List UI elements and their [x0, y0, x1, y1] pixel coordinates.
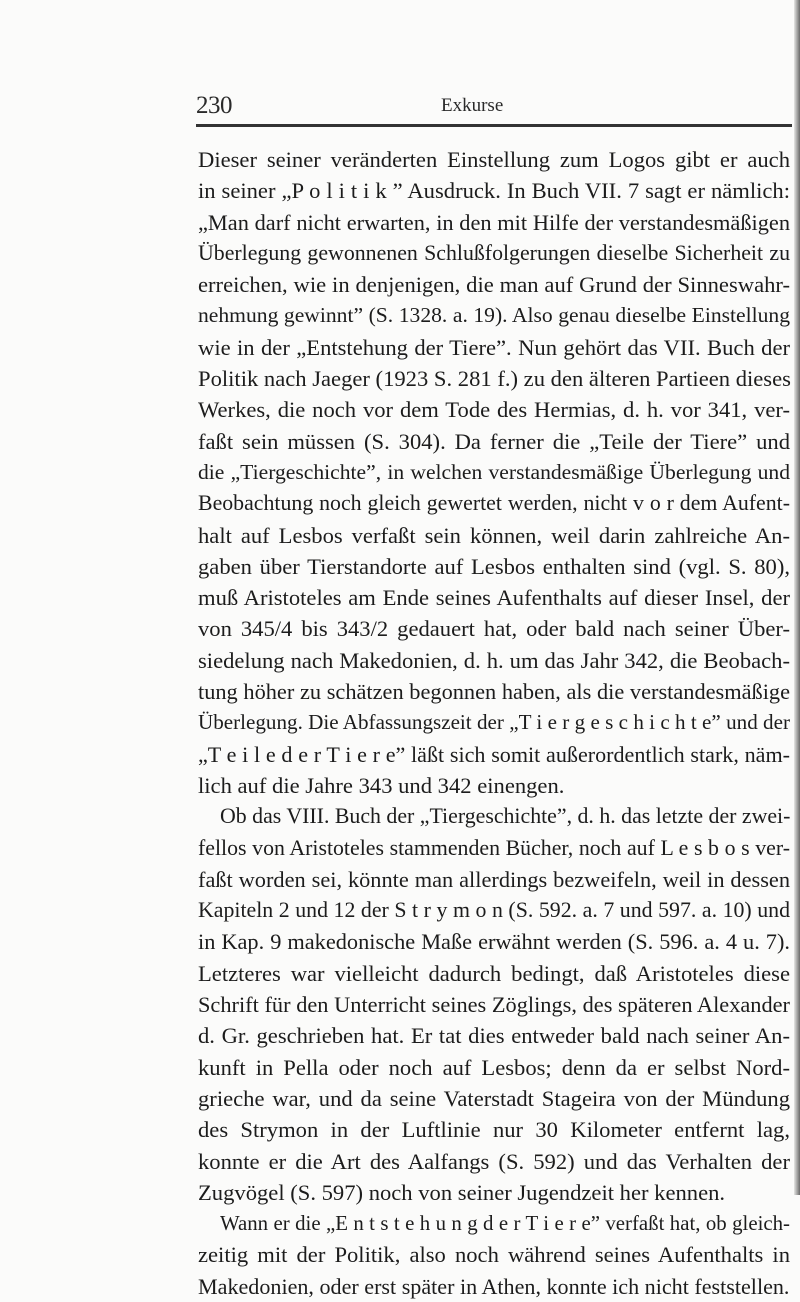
page-edge-shadow	[794, 0, 800, 1195]
text-line: Politik nach Jaeger (1923 S. 281 f.) zu den älteren Partieen dieses	[198, 366, 791, 392]
text-line: lich auf die Jahre 343 und 342 einengen.	[198, 772, 565, 798]
text-line: in Kap. 9 makedonische Maße erwähnt werden (S. 596. a. 4 u. 7).	[198, 929, 790, 955]
text-line: muß Aristoteles am Ende seines Aufenthalts auf dieser Insel, der	[198, 585, 790, 611]
page-header	[196, 92, 792, 122]
text-line: erreichen, wie in denjenigen, die man auf Grund der Sinneswahr-	[198, 272, 790, 298]
text-line: in seiner „P o l i t i k ” Ausdruck. In Buch VII. 7 sagt er nämlich:	[198, 178, 790, 204]
text-line: konnte er die Art des Aalfangs (S. 592) und das Verhalten der	[198, 1148, 790, 1174]
text-line: d. Gr. geschrieben hat. Er tat dies entweder bald nach seiner An-	[198, 1023, 790, 1049]
text-line: Wann er die „E n t s t e h u n g d e r T i e r e” verfaßt hat, ob gleich-	[220, 1211, 790, 1236]
text-line: siedelung nach Makedonien, d. h. um das Jahr 342, die Beobach-	[198, 647, 790, 673]
header-rule	[196, 124, 792, 127]
text-line: des Strymon in der Luftlinie nur 30 Kilometer entfernt lag,	[198, 1117, 790, 1143]
text-line: zeitig mit der Politik, also noch während seines Aufenthalts in	[198, 1242, 790, 1268]
text-line: Überlegung. Die Abfassungszeit der „T i e r g e s c h i c h t e” und der	[198, 710, 790, 735]
text-line: faßt sein müssen (S. 304). Da ferner die „Teile der Tiere” und	[198, 428, 790, 454]
running-title: Exkurse	[441, 95, 504, 116]
text-line: gaben über Tierstandorte auf Lesbos enthalten sind (vgl. S. 80),	[198, 553, 790, 579]
text-line: „T e i l e d e r T i e r e” läßt sich somit außerordentlich stark, näm-	[198, 741, 790, 767]
text-line: Ob das VIII. Buch der „Tiergeschichte”, d. h. das letzte der zwei-	[220, 804, 791, 829]
text-line: wie in der „Entstehung der Tiere”. Nun gehört das VII. Buch der	[198, 334, 790, 360]
text-line: Beobachtung noch gleich gewertet werden, nicht v o r dem Aufent-	[198, 491, 790, 516]
text-line: nehmung gewinnt” (S. 1328. a. 19). Also genau dieselbe Einstellung	[198, 303, 790, 328]
text-line: Überlegung gewonnenen Schlußfolgerungen dieselbe Sicherheit zu	[198, 240, 790, 265]
text-line: Letzteres war vielleicht dadurch bedingt, daß Aristoteles diese	[198, 960, 790, 986]
text-line: Schrift für den Unterricht seines Zöglings, des späteren Alexander	[198, 992, 790, 1018]
text-line: tung höher zu schätzen begonnen haben, als die verstandesmäßige	[198, 679, 790, 705]
text-line: kunft in Pella oder noch auf Lesbos; denn da er selbst Nord-	[198, 1054, 790, 1080]
text-line: Kapiteln 2 und 12 der S t r y m o n (S. 592. a. 7 und 597. a. 10) und	[198, 898, 790, 923]
text-line: Werkes, die noch vor dem Tode des Hermias, d. h. vor 341, ver-	[198, 397, 790, 423]
text-line: Zugvögel (S. 597) noch von seiner Jugendzeit her kennen.	[198, 1179, 726, 1205]
text-line: „Man darf nicht erwarten, in den mit Hilfe der verstandesmäßigen	[198, 209, 790, 235]
text-line: faßt worden sei, könnte man allerdings bezweifeln, weil in dessen	[198, 866, 790, 892]
text-line: Dieser seiner veränderten Einstellung zum Logos gibt er auch	[198, 147, 790, 172]
text-line: halt auf Lesbos verfaßt sein können, weil darin zahlreiche An-	[198, 522, 790, 548]
body-text	[198, 144, 790, 1302]
text-line: die „Tiergeschichte”, in welchen verstandesmäßige Überlegung und	[198, 459, 790, 484]
text-line: grieche war, und da seine Vaterstadt Stageira von der Mündung	[198, 1085, 790, 1111]
page-number: 230	[196, 92, 232, 119]
text-line: fellos von Aristoteles stammenden Bücher, noch auf L e s b o s ver-	[198, 835, 790, 860]
text-line: von 345/4 bis 343/2 gedauert hat, oder bald nach seiner Über-	[198, 616, 790, 642]
text-line: Makedonien, oder erst später in Athen, konnte ich nicht feststellen.	[198, 1273, 790, 1299]
